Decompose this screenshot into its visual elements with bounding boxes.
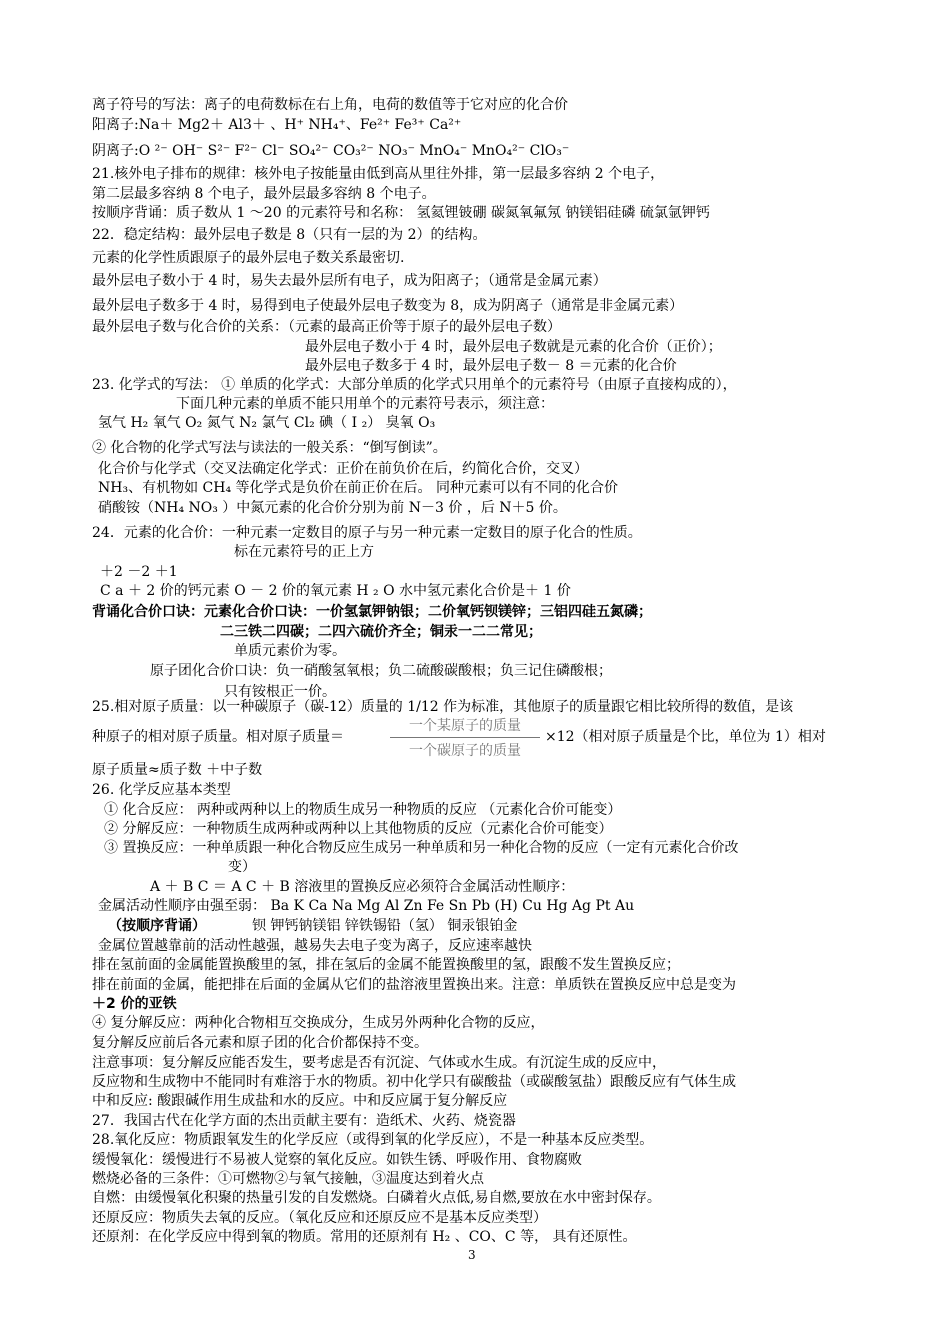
heading-24: 24．元素的化合价：一种元素一定数目的原子与另一种元素一定数目的原子化合的性质。 xyxy=(92,525,642,541)
valence-mnemonic: 二三铁二四碳；二四六硫价齐全；铜汞一二二常见； xyxy=(220,624,542,640)
text-line: 变） xyxy=(228,859,256,875)
page-number: 3 xyxy=(468,1248,476,1262)
text-line: 原子团化合价口诀：负一硝酸氢氧根；负二硫酸碳酸根；负三记住磷酸根； xyxy=(150,663,612,679)
text-line: 还原剂：在化学反应中得到氧的物质。常用的还原剂有 H₂ 、CO、C 等， 具有还原性。 xyxy=(92,1229,637,1245)
heading-25: 25.相对原子质量：以一种碳原子（碳-12）质量的 1/12 作为标准，其他原子的质量跟它相比较所得的数值，是该 xyxy=(92,699,794,715)
text-line: NH₃、有机物如 CH₄ 等化学式是负价在前正价在后。 同种元素可以有不同的化合价 xyxy=(98,480,618,496)
text-line: 元素的化学性质跟原子的最外层电子数关系最密切. xyxy=(92,250,405,266)
text-line: 按顺序背诵：质子数从 1 ～20 的元素符号和名称： 氢氦锂铍硼 碳氮氧氟氖 钠镁铝硅磷 硫氯氩钾钙 xyxy=(92,205,710,221)
atomic-mass-fraction xyxy=(390,715,540,760)
text-line: 排在前面的金属，能把排在后面的金属从它们的盐溶液里置换出来。注意：单质铁在置换反应中总是变为 xyxy=(92,977,736,993)
text-line: 中和反应: 酸跟碱作用生成盐和水的反应。中和反应属于复分解反应 xyxy=(92,1093,508,1109)
text-line: 阳离子:Na＋ Mg2＋ Al3＋ 、H⁺ NH₄⁺、Fe²⁺ Fe³⁺ Ca²⁺ xyxy=(92,117,462,133)
fraction-denominator: 一个碳原子的质量 xyxy=(409,743,521,759)
text-line: ① 化合反应： 两种或两种以上的物质生成另一种物质的反应 （元素化合价可能变） xyxy=(104,802,622,818)
text-line: 最外层电子数小于 4 时，易失去最外层所有电子，成为阳离子；（通常是金属元素） xyxy=(92,273,607,289)
text-line: 排在氢前面的金属能置换酸里的氢，排在氢后的金属不能置换酸里的氢，跟酸不发生置换反应； xyxy=(92,957,680,973)
text-line: ② 分解反应：一种物质生成两种或两种以上其他物质的反应（元素化合价可能变） xyxy=(104,821,613,837)
heading-22: 22．稳定结构：最外层电子数是 8（只有一层的为 2）的结构。 xyxy=(92,227,487,243)
text-line: 注意事项：复分解反应能否发生，要考虑是否有沉淀、气体或水生成。有沉淀生成的反应中， xyxy=(92,1055,666,1071)
text-line: ×12（相对原子质量是个比，单位为 1）相对 xyxy=(545,729,826,745)
text-line: A ＋ B C ＝ A C ＋ B 溶液里的置换反应必须符合金属活动性顺序： xyxy=(150,879,575,895)
text-line: 金属位置越靠前的活动性越强，越易失去电子变为离子，反应速率越快 xyxy=(98,938,532,954)
text-line: 燃烧必备的三条件：①可燃物②与氧气接触，③温度达到着火点 xyxy=(92,1171,484,1187)
text-line: 复分解反应前后各元素和原子团的化合价都保持不变。 xyxy=(92,1035,428,1051)
text-line: 离子符号的写法：离子的电荷数标在右上角，电荷的数值等于它对应的化合价 xyxy=(92,97,568,113)
heading-27: 27．我国古代在化学方面的杰出贡献主要有：造纸术、火药、烧瓷器 xyxy=(92,1113,516,1129)
text-line: ④ 复分解反应：两种化合物相互交换成分，生成另外两种化合物的反应， xyxy=(92,1015,545,1031)
text-line: 还原反应：物质失去氧的反应。（氧化反应和还原反应不是基本反应类型） xyxy=(92,1210,547,1226)
text-line: 自燃：由缓慢氧化积聚的热量引发的自发燃烧。白磷着火点低,易自燃,要放在水中密封保存。 xyxy=(92,1190,661,1206)
heading-23: 23. 化学式的写法： ① 单质的化学式：大部分单质的化学式只用单个的元素符号（由原子直接构成的）， xyxy=(92,377,737,393)
text-line: 单质元素价为零。 xyxy=(234,643,346,659)
valence-mnemonic: 背诵化合价口诀：元素化合价口诀：一价氢氯钾钠银；二价氧钙钡镁锌；三铝四硅五氮磷； xyxy=(92,604,652,620)
text-line: 最外层电子数多于 4 时，易得到电子使最外层电子数变为 8，成为阴离子（通常是非金属元素） xyxy=(92,298,684,314)
text-line: 最外层电子数小于 4 时，最外层电子数就是元素的化合价（正价）； xyxy=(305,339,722,355)
text-line: ② 化合物的化学式写法与读法的一般关系：“倒写倒读”。 xyxy=(92,440,447,456)
heading-26: 26. 化学反应基本类型 xyxy=(92,782,231,798)
text-line: 硝酸铵（NH₄ NO₃ ）中氮元素的化合价分别为前 N－3 价 ，后 N＋5 价。 xyxy=(98,500,567,516)
text-line: 钡 钾钙钠镁铝 锌铁锡铅（氢） 铜汞银铂金 xyxy=(252,918,518,934)
text-line: 种原子的相对原子质量。相对原子质量＝ xyxy=(92,729,344,745)
text-line: C a ＋ 2 价的钙元素 O － 2 价的氧元素 H ₂ O 水中氢元素化合价是＋ 1 价 xyxy=(100,583,571,599)
text-line: 氢气 H₂ 氧气 O₂ 氮气 N₂ 氯气 Cl₂ 碘（ I ₂） 臭氧 O₃ xyxy=(98,415,436,431)
text-line: （按顺序背诵） xyxy=(108,918,206,934)
text-line: 标在元素符号的正上方 xyxy=(234,544,374,560)
text-line: 金属活动性顺序由强至弱： Ba K Ca Na Mg Al Zn Fe Sn Pb (H) Cu Hg Ag Pt Au xyxy=(98,898,635,914)
text-line: 原子质量≈质子数 ＋中子数 xyxy=(92,762,263,778)
valence-marks: ＋2 －2 ＋1 xyxy=(100,564,178,580)
text-line: 缓慢氧化：缓慢进行不易被人觉察的氧化反应。如铁生锈、呼吸作用、食物腐败 xyxy=(92,1152,582,1168)
text-line: 化合价与化学式（交叉法确定化学式：正价在前负价在后，约简化合价，交叉） xyxy=(98,461,588,477)
text-line: ③ 置换反应：一种单质跟一种化合物反应生成另一种单质和另一种化合物的反应（一定有元素化合价改 xyxy=(104,840,739,856)
text-line: 最外层电子数与化合价的关系：（元素的最高正价等于原子的最外层电子数） xyxy=(92,319,561,335)
text-line: 第二层最多容纳 8 个电子，最外层最多容纳 8 个电子。 xyxy=(92,186,436,202)
text-line: 阴离子:O ²⁻ OH⁻ S²⁻ F²⁻ Cl⁻ SO₄²⁻ CO₃²⁻ NO₃⁻ MnO₄⁻ MnO₄²⁻ ClO₃⁻ xyxy=(92,143,570,159)
heading-21: 21.核外电子排布的规律：核外电子按能量由低到高从里往外排，第一层最多容纳 2 个电子， xyxy=(92,166,665,182)
fraction-bar xyxy=(390,737,540,738)
fraction-numerator: 一个某原子的质量 xyxy=(409,718,521,734)
text-line: ＋2 价的亚铁 xyxy=(92,996,177,1012)
text-line: 只有铵根正一价。 xyxy=(224,684,336,700)
heading-28: 28.氧化反应：物质跟氧发生的化学反应（或得到氧的化学反应），不是一种基本反应类型。 xyxy=(92,1132,654,1148)
text-line: 反应物和生成物中不能同时有难溶于水的物质。初中化学只有碳酸盐（或碳酸氢盐）跟酸反应有气体生成 xyxy=(92,1074,736,1090)
text-line: 最外层电子数多于 4 时，最外层电子数－ 8 ＝元素的化合价 xyxy=(305,358,677,374)
text-line: 下面几种元素的单质不能只用单个的元素符号表示，须注意： xyxy=(176,396,554,412)
